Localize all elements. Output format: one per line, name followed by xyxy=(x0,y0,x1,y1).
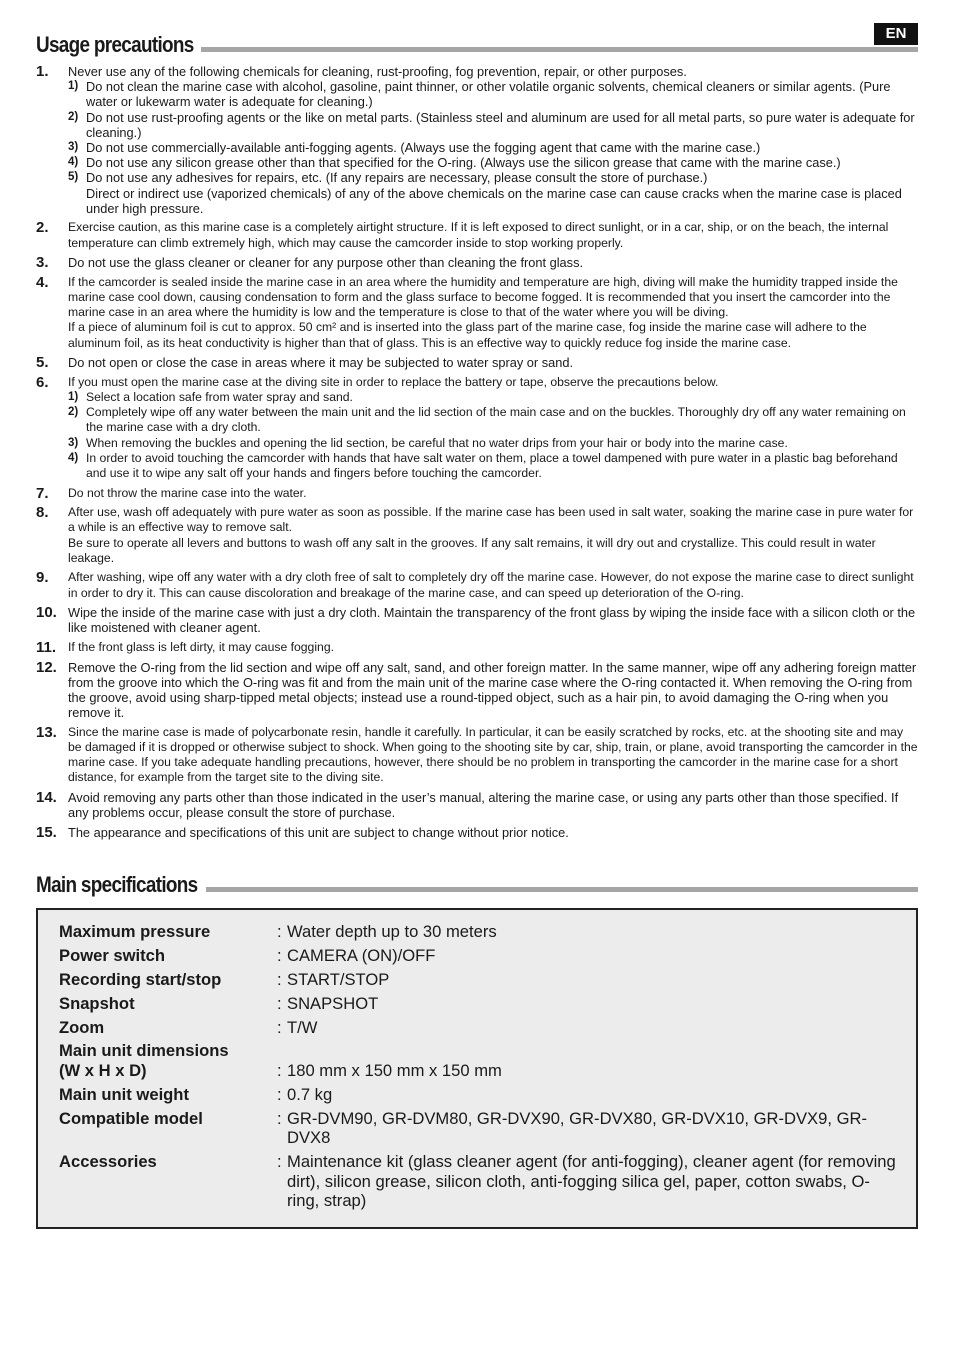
sub-item xyxy=(68,155,918,170)
sub-item xyxy=(68,110,918,140)
item-body xyxy=(68,505,918,566)
item-body xyxy=(68,486,918,501)
sub-item-number: 4) xyxy=(68,156,79,169)
spec-value: 0.7 kg xyxy=(287,1084,333,1104)
item-body xyxy=(68,375,918,481)
colon: : xyxy=(277,1060,282,1080)
main-specifications-header xyxy=(36,862,918,896)
sub-item xyxy=(68,390,918,405)
sub-item-text: Do not use any adhesives for repairs, etc. (If any repairs are necessary, please consult the store of purchase.) xyxy=(86,170,708,186)
sub-item-text: When removing the buckles and opening the lid section, be careful that no water drips from your hair or body into the marine case. xyxy=(86,435,788,450)
sub-item xyxy=(68,451,918,481)
item-number: 5. xyxy=(36,354,49,372)
main-specifications-title: Main specifications xyxy=(36,872,198,898)
list-item xyxy=(36,505,918,566)
sub-item-number: 1) xyxy=(68,80,79,93)
item-body xyxy=(68,605,918,635)
sub-item xyxy=(68,79,918,109)
item-text: Avoid removing any parts other than those indicated in the user’s manual, altering the marine case, or using any parts other than those specified. If any problems occur, please consult the store of purchase. xyxy=(68,790,899,821)
colon: : xyxy=(277,1108,282,1128)
sub-item-text: Completely wipe off any water between the main unit and the lid section of the main case and on the buckles. Thoroughly dry off any water remaining on the marine case with a dry cloth. xyxy=(86,405,906,435)
sub-item xyxy=(68,170,918,185)
sub-item-number: 1) xyxy=(68,391,79,404)
spec-value: START/STOP xyxy=(287,969,390,989)
usage-precautions-title: Usage precautions xyxy=(36,32,194,57)
colon: : xyxy=(277,1152,282,1172)
item-text: Wipe the inside of the marine case with just a dry cloth. Maintain the transparency of the front glass by wiping the inside face with a silicon cloth or the like moistened with cleaner agent. xyxy=(68,605,916,636)
spec-row xyxy=(59,1041,896,1080)
item-number: 6. xyxy=(36,373,49,391)
spec-label: Main unit dimensions (W x H x D) xyxy=(59,1041,229,1080)
item-body xyxy=(68,790,918,820)
spec-value-cell xyxy=(277,1109,896,1148)
spec-row xyxy=(59,1109,896,1148)
item-note: If a piece of aluminum foil is cut to approx. 50 cm² and is inserted into the glass part of the marine case, fog inside the marine case will adhere to the aluminum foil, as its heat conductivity is higher than that of glass. This is an effective way to quickly reduce fog inside the marine case. xyxy=(68,320,867,350)
spec-row xyxy=(59,994,896,1014)
spec-value: Water depth up to 30 meters xyxy=(287,922,497,942)
spec-value-cell xyxy=(277,1061,896,1081)
list-item xyxy=(36,275,918,351)
spec-row xyxy=(59,1085,896,1105)
spec-label: Snapshot xyxy=(59,993,135,1013)
item-body xyxy=(68,255,918,270)
item-body xyxy=(68,275,918,351)
item-text: If the front glass is left dirty, it may cause fogging. xyxy=(68,640,334,655)
list-item xyxy=(36,825,918,840)
sub-item-number: 3) xyxy=(68,436,79,449)
list-item xyxy=(36,255,918,270)
spec-value-cell xyxy=(277,922,896,942)
spec-label: Recording start/stop xyxy=(59,969,222,989)
list-item xyxy=(36,355,918,370)
section-rule xyxy=(206,887,918,892)
item-body xyxy=(68,640,918,655)
item-body xyxy=(68,220,918,250)
sub-item-text: Do not clean the marine case with alcohol, gasoline, paint thinner, or other volatile organic solvents, chemical cleaners or similar agents. (Pure water or lukewarm water is adequate for cleaning.) xyxy=(86,79,891,110)
item-text: Exercise caution, as this marine case is a completely airtight structure. If it is left exposed to direct sunlight, or in a car, ship, or on the beach, the internal temperature can climb extremely high, which may cause the camcorder inside to stop working properly. xyxy=(68,220,889,250)
colon: : xyxy=(277,993,282,1013)
spec-value-cell xyxy=(277,1085,896,1105)
spec-row xyxy=(59,970,896,990)
spec-value-cell xyxy=(277,970,896,990)
section-rule xyxy=(201,47,918,52)
spec-value-cell xyxy=(277,1152,896,1211)
sub-item-number: 3) xyxy=(68,141,79,154)
spec-value-cell xyxy=(277,994,896,1014)
item-note: Be sure to operate all levers and buttons to wash off any salt in the grooves. If any salt remains, it will dry out and crystallize. This could result in water leakage. xyxy=(68,535,876,565)
item-text: If the camcorder is sealed inside the marine case in an area where the humidity and temperature are high, diving will make the humidity trapped inside the marine case cool down, causing condensation to form and the glass surface to become fogged. It is recommended that you insert the camcorder into the marine case in an area where the humidity is low and the temperature is close to that of the water where you will be diving. xyxy=(68,274,898,320)
spec-value: 180 mm x 150 mm x 150 mm xyxy=(287,1060,502,1080)
list-item xyxy=(36,64,918,216)
item-number: 11. xyxy=(36,639,57,657)
list-item xyxy=(36,570,918,600)
item-number: 13. xyxy=(36,723,57,741)
spec-value-cell xyxy=(277,1018,896,1038)
sub-item-text: In order to avoid touching the camcorder with hands that have salt water on them, place a towel dampened with pure water in a plastic bag beforehand and use it to wipe any salt off your hands and fingers before touching the camcorder. xyxy=(86,450,898,481)
colon: : xyxy=(277,969,282,989)
item-number: 8. xyxy=(36,504,49,522)
item-text: Never use any of the following chemicals for cleaning, rust-proofing, fog prevention, repair, or other purposes. xyxy=(68,64,687,79)
spec-value: SNAPSHOT xyxy=(287,993,379,1013)
colon: : xyxy=(277,922,282,942)
sub-item-text: Do not use any silicon grease other than that specified for the O-ring. (Always use the silicon grease that came with the marine case.) xyxy=(86,155,841,171)
list-item xyxy=(36,660,918,721)
usage-precautions-list xyxy=(36,64,918,840)
item-text: If you must open the marine case at the diving site in order to replace the battery or tape, observe the precautions below. xyxy=(68,374,719,389)
spec-value-cell xyxy=(277,946,896,966)
item-body xyxy=(68,355,918,370)
colon: : xyxy=(277,1017,282,1037)
sub-item-text: Do not use commercially-available anti-fogging agents. (Always use the fogging agent that came with the marine case.) xyxy=(86,140,761,156)
item-text: Do not use the glass cleaner or cleaner for any purpose other than cleaning the front glass. xyxy=(68,255,584,271)
spec-label: Maximum pressure xyxy=(59,922,211,942)
list-item xyxy=(36,790,918,820)
item-note: Direct or indirect use (vaporized chemicals) of any of the above chemicals on the marine case can cause cracks when the marine case is placed under high pressure. xyxy=(86,185,902,216)
spec-row xyxy=(59,1152,896,1211)
sub-item-number: 2) xyxy=(68,110,79,123)
spec-label: Compatible model xyxy=(59,1108,203,1128)
spec-label: Main unit weight xyxy=(59,1084,189,1104)
list-item xyxy=(36,375,918,481)
sub-item-number: 2) xyxy=(68,406,79,419)
sub-item xyxy=(68,140,918,155)
spec-row xyxy=(59,922,896,942)
item-number: 14. xyxy=(36,789,57,807)
item-number: 1. xyxy=(36,63,49,80)
page xyxy=(36,22,918,1229)
spec-label: Zoom xyxy=(59,1017,105,1037)
item-number: 2. xyxy=(36,219,49,237)
item-number: 10. xyxy=(36,604,57,622)
spec-row xyxy=(59,1018,896,1038)
item-text: The appearance and specifications of this unit are subject to change without prior notice. xyxy=(68,824,569,840)
spec-label: Accessories xyxy=(59,1152,157,1172)
sub-item-text: Select a location safe from water spray and sand. xyxy=(86,390,353,405)
sub-item xyxy=(68,436,918,451)
spec-row xyxy=(59,946,896,966)
item-text: Since the marine case is made of polycarbonate resin, handle it carefully. In particular, it can be easily scratched by rocks, etc. at the shooting site and may be damaged if it is dropped or otherwise subject to shock. When going to the shooting site by car, ship, train, or plane, avoid transporting the camcorder in the marine case. If you take adequate handling precautions, however, there should be no problem in transporting the camcorder in the marine case for a short distance, for example from the target site to the diving site. xyxy=(68,724,918,785)
colon: : xyxy=(277,1084,282,1104)
item-number: 4. xyxy=(36,273,49,291)
item-number: 7. xyxy=(36,484,49,502)
item-number: 9. xyxy=(36,569,49,587)
list-item xyxy=(36,725,918,786)
spec-value: Maintenance kit (glass cleaner agent (for anti-fogging), cleaner agent (for removing dirt), silicon grease, silicon cloth, anti-fogging silica gel, paper, cotton swabs, O-ring, strap) xyxy=(287,1152,896,1211)
specifications-table xyxy=(36,908,918,1229)
item-body xyxy=(68,64,918,216)
list-item xyxy=(36,220,918,250)
language-badge: EN xyxy=(874,23,918,45)
item-text: After washing, wipe off any water with a dry cloth free of salt to completely dry off the marine case. However, do not expose the marine case to direct sunlight in order to dry it. This can cause discoloration and breakage of the marine case, and can speed up deterioration of the O-ring. xyxy=(68,570,914,600)
item-number: 15. xyxy=(36,823,57,841)
item-text: After use, wash off adequately with pure water as soon as possible. If the marine case has been used in salt water, soaking the marine case in pure water for a while is an effective way to remove salt. xyxy=(68,505,914,535)
item-text: Remove the O-ring from the lid section and wipe off any salt, sand, and other foreign matter. In the same manner, wipe off any adhering foreign matter from the groove into which the O-ring was fit and from the main unit of the marine case where the O-ring contacted it. When removing the O-ring from the groove, avoid using sharp-tipped metal objects; instead use a round-tipped object, such as a hair pin, to avoid damaging the O-ring when you remove it. xyxy=(68,659,917,721)
sub-item xyxy=(68,405,918,435)
item-number: 12. xyxy=(36,658,57,676)
spec-value: GR-DVM90, GR-DVM80, GR-DVX90, GR-DVX80, GR-DVX10, GR-DVX9, GR-DVX8 xyxy=(287,1108,867,1148)
spec-label: Power switch xyxy=(59,945,166,965)
usage-precautions-header xyxy=(36,22,918,56)
colon: : xyxy=(277,945,282,965)
sub-item-text: Do not use rust-proofing agents or the like on metal parts. (Stainless steel and aluminum are used for all metal parts, so pure water is adequate for cleaning.) xyxy=(86,109,915,140)
list-item xyxy=(36,605,918,635)
list-item xyxy=(36,640,918,655)
item-text: Do not throw the marine case into the water. xyxy=(68,485,307,500)
spec-value: T/W xyxy=(287,1017,318,1037)
item-body xyxy=(68,570,918,600)
sub-item-number: 5) xyxy=(68,171,79,184)
sub-item-number: 4) xyxy=(68,451,79,464)
item-number: 3. xyxy=(36,254,49,272)
item-body xyxy=(68,660,918,721)
item-body xyxy=(68,825,918,840)
list-item xyxy=(36,486,918,501)
spec-value: CAMERA (ON)/OFF xyxy=(287,945,436,965)
item-text: Do not open or close the case in areas where it may be subjected to water spray or sand. xyxy=(68,355,574,371)
item-body xyxy=(68,725,918,786)
